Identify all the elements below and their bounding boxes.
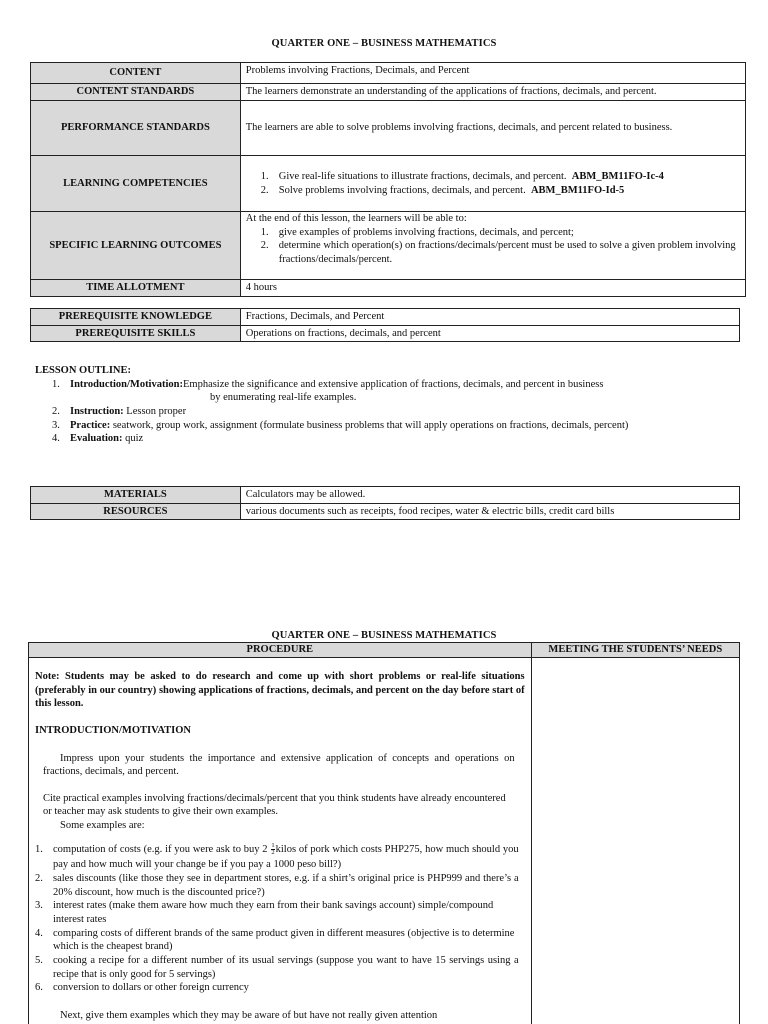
example-item: 6. conversion to dollars or other foreign currency bbox=[35, 982, 249, 994]
lesson-outline bbox=[35, 364, 745, 446]
content-standards-label: CONTENT STANDARDS bbox=[31, 84, 241, 101]
content-standards-value: The learners demonstrate an understanding of the applications of fractions, decimals, and percent. bbox=[240, 84, 745, 101]
example-item: 3. interest rates (make them aware how much they earn from their bank savings account) simple/compound interest rates bbox=[35, 900, 494, 926]
procedure-table bbox=[28, 642, 740, 1024]
example-item: 5. cooking a recipe for a different number of its usual servings (suppose you want to have 15 servings using a recipe that is only good for 5 servings) bbox=[35, 955, 519, 980]
content-row bbox=[31, 63, 746, 84]
lesson-outline-heading: LESSON OUTLINE: bbox=[35, 365, 131, 376]
specific-outcomes-value: At the end of this lesson, the learners will be able to: 1. give examples of problems involving fractions, decimals, and percent; 2. determine which operation(s) on fractions/decimals/percent must be used to solve a given problem involving fractions/decimals/percent. bbox=[240, 212, 745, 280]
intro-paragraph: Impress upon your students the importance and extensive application of concepts and operations on fractions, decimals, and percent. bbox=[43, 752, 515, 778]
example-item: 1. computation of costs (e.g. if you were ask to buy 2 $\frac{1}{2}$ kilos of pork which costs PHP275, how much should you pay and how much will your change be if you pay a 1000 peso bill?) bbox=[35, 841, 519, 870]
outline-item: 1. Introduction/Motivation:Emphasize the significance and extensive application of fractions, decimals, and percent in business by enumerating real-life examples. bbox=[52, 378, 604, 404]
learning-competencies-row bbox=[31, 156, 746, 212]
resources-value: various documents such as receipts, food recipes, water & electric bills, credit card bills bbox=[240, 503, 739, 520]
lesson-info-table bbox=[30, 62, 746, 297]
performance-standards-label: PERFORMANCE STANDARDS bbox=[31, 101, 241, 156]
content-value: Problems involving Fractions, Decimals, and Percent bbox=[240, 63, 745, 84]
students-needs-cell bbox=[531, 658, 739, 1024]
outcome-item: 2. determine which operation(s) on fractions/decimals/percent must be used to solve a given problem involving fractions/decimals/percent. bbox=[260, 240, 736, 265]
materials-table bbox=[30, 486, 740, 520]
outline-item: 2. Instruction: Lesson proper bbox=[52, 405, 187, 417]
students-needs-column-header: MEETING THE STUDENTS’ NEEDS bbox=[531, 643, 739, 658]
prerequisite-table bbox=[30, 308, 740, 342]
fraction-one-half: $\frac{1}{2}$ bbox=[271, 841, 275, 856]
outline-item: 3. Practice: seatwork, group work, assignment (formulate business problems that will apply operations on fractions, decimals, percent) bbox=[52, 419, 629, 431]
examples-intro: Some examples are: bbox=[60, 820, 145, 832]
performance-standards-value: The learners are able to solve problems involving fractions, decimals, and percent related to business. bbox=[240, 101, 745, 156]
procedure-title: QUARTER ONE – BUSINESS MATHEMATICS bbox=[271, 630, 497, 641]
content-label: CONTENT bbox=[31, 63, 241, 84]
time-allotment-row bbox=[31, 280, 746, 297]
resources-label: RESOURCES bbox=[31, 503, 241, 520]
page-title: QUARTER ONE – BUSINESS MATHEMATICS bbox=[271, 38, 497, 49]
procedure-column-header: PROCEDURE bbox=[29, 643, 532, 658]
content-standards-row bbox=[31, 84, 746, 101]
learning-competencies-value bbox=[240, 156, 745, 212]
specific-outcomes-row bbox=[31, 212, 746, 280]
time-allotment-label: TIME ALLOTMENT bbox=[31, 280, 241, 297]
competency-item: 2. Solve problems involving fractions, decimals, and percent. ABM_BM11FO-Id-5 bbox=[260, 184, 625, 196]
materials-value: Calculators may be allowed. bbox=[240, 487, 739, 504]
procedure-note: Note: Students may be asked to do research and come up with short problems or real-life situations (preferably in our country) showing applications of fractions, decimals, and percent on the day before start of this lesson. bbox=[35, 671, 525, 710]
outcome-item: 1. give examples of problems involving fractions, decimals, and percent; bbox=[260, 226, 574, 238]
procedure-body bbox=[29, 658, 532, 1024]
learning-competencies-label: LEARNING COMPETENCIES bbox=[31, 156, 241, 212]
time-allotment-value: 4 hours bbox=[240, 280, 745, 297]
prerequisite-knowledge-label: PREREQUISITE KNOWLEDGE bbox=[31, 309, 241, 326]
example-item: 2. sales discounts (like those they see in department stores, e.g. if a shirt’s original price is PHP999 and there’s a 20% discount, how much is the discounted price?) bbox=[35, 873, 519, 898]
outline-item: 4. Evaluation: quiz bbox=[52, 433, 144, 445]
competency-item: 1. Give real-life situations to illustrate fractions, decimals, and percent. ABM_BM11FO-Ic-4 bbox=[260, 170, 664, 182]
materials-label: MATERIALS bbox=[31, 487, 241, 504]
intro-heading: INTRODUCTION/MOTIVATION bbox=[35, 724, 191, 736]
examples-paragraph: Cite practical examples involving fractions/decimals/percent that you think students have already encountered or teacher may ask students to give their own examples. bbox=[43, 792, 506, 818]
prerequisite-skills-label: PREREQUISITE SKILLS bbox=[31, 325, 241, 342]
example-item: 4. comparing costs of different brands of the same product given in different measures (objective is to determine which is the cheapest brand) bbox=[35, 927, 515, 953]
performance-standards-row bbox=[31, 101, 746, 156]
specific-outcomes-label: SPECIFIC LEARNING OUTCOMES bbox=[31, 212, 241, 280]
examples-list bbox=[35, 842, 525, 995]
prerequisite-knowledge-value: Fractions, Decimals, and Percent bbox=[240, 309, 739, 326]
prerequisite-skills-value: Operations on fractions, decimals, and percent bbox=[240, 325, 739, 342]
next-paragraph: Next, give them examples which they may be aware of but have not really given attention bbox=[60, 1009, 438, 1021]
